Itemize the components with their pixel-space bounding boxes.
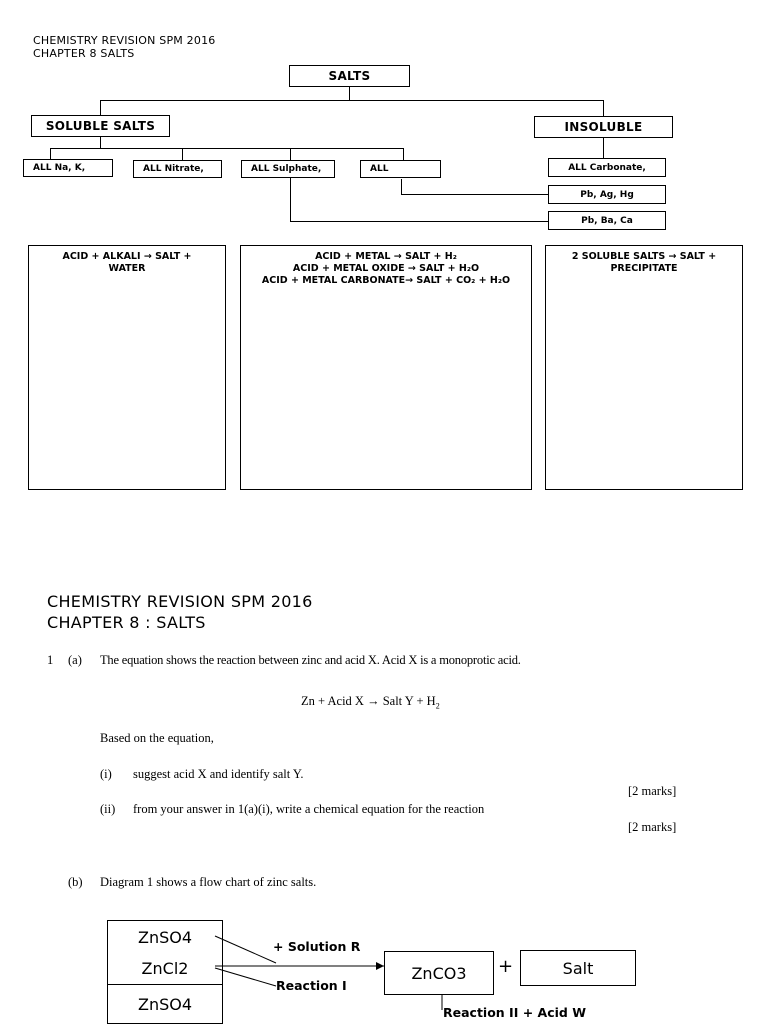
- top-header-line2: CHAPTER 8 SALTS: [33, 47, 135, 60]
- soluble-item-all: ALL: [360, 160, 441, 178]
- soluble-item-na-k: ALL Na, K,: [23, 159, 113, 177]
- insoluble-item-pb-ag-hg: Pb, Ag, Hg: [548, 185, 666, 204]
- panel-mid-line3: ACID + METAL CARBONATE→ SALT + CO₂ + H₂O: [261, 275, 511, 286]
- flow-salt-zncl2: ZnCl2: [107, 953, 223, 985]
- sub-ii-text: from your answer in 1(a)(i), write a chemical equation for the reaction: [133, 802, 485, 816]
- panel-right-line: 2 SOLUBLE SALTS → SALT + PRECIPITATE: [571, 251, 717, 274]
- panel-mid-line2: ACID + METAL OXIDE → SALT + H₂O: [292, 263, 480, 274]
- panel-mid-line1: ACID + METAL → SALT + H₂: [315, 251, 457, 262]
- flow-salt-znso4-bottom: ZnSO4: [107, 984, 223, 1024]
- part-b-label: (b): [68, 875, 83, 889]
- salts-root-box: SALTS: [289, 65, 410, 87]
- sub-ii-marks: [2 marks]: [628, 820, 677, 834]
- part-a-text: The equation shows the reaction between zinc and acid X. Acid X is a monoprotic acid.: [100, 653, 521, 667]
- soluble-salts-box: SOLUBLE SALTS: [31, 115, 170, 137]
- flow-plus-sign: +: [498, 956, 514, 977]
- flow-label-reaction-2: Reaction II + Acid W: [443, 1005, 586, 1020]
- insoluble-item-carbonate: ALL Carbonate,: [548, 158, 666, 177]
- flow-label-reaction-1: Reaction I: [276, 978, 347, 993]
- insoluble-box: INSOLUBLE: [534, 116, 673, 138]
- top-header-line1: CHEMISTRY REVISION SPM 2016: [33, 34, 216, 47]
- sub-ii-label: (ii): [100, 802, 116, 816]
- sub-i-text: suggest acid X and identify salt Y.: [133, 767, 304, 781]
- flow-salt-znso4-top: ZnSO4: [107, 920, 223, 954]
- part-b-text: Diagram 1 shows a flow chart of zinc salts.: [100, 875, 317, 889]
- sub-i-marks: [2 marks]: [628, 784, 677, 798]
- section2-title-line2: CHAPTER 8 : SALTS: [47, 613, 206, 632]
- sub-i-label: (i): [100, 767, 112, 781]
- flow-product-znco3: ZnCO3: [384, 951, 494, 995]
- question-number: 1: [47, 653, 54, 667]
- based-on-text: Based on the equation,: [100, 731, 214, 745]
- soluble-item-nitrate: ALL Nitrate,: [133, 160, 222, 178]
- flow-salt-box: Salt: [520, 950, 636, 986]
- flow-label-solution-r: + Solution R: [273, 939, 361, 954]
- part-a-label: (a): [68, 653, 82, 667]
- soluble-item-sulphate: ALL Sulphate,: [241, 160, 335, 178]
- equation-subscript: 2: [435, 701, 440, 711]
- panel-left-line: ACID + ALKALI → SALT + WATER: [62, 251, 192, 274]
- insoluble-item-pb-ba-ca: Pb, Ba, Ca: [548, 211, 666, 230]
- section2-title-line1: CHEMISTRY REVISION SPM 2016: [47, 592, 313, 611]
- equation-text: Zn + Acid X → Salt Y + H: [301, 694, 436, 708]
